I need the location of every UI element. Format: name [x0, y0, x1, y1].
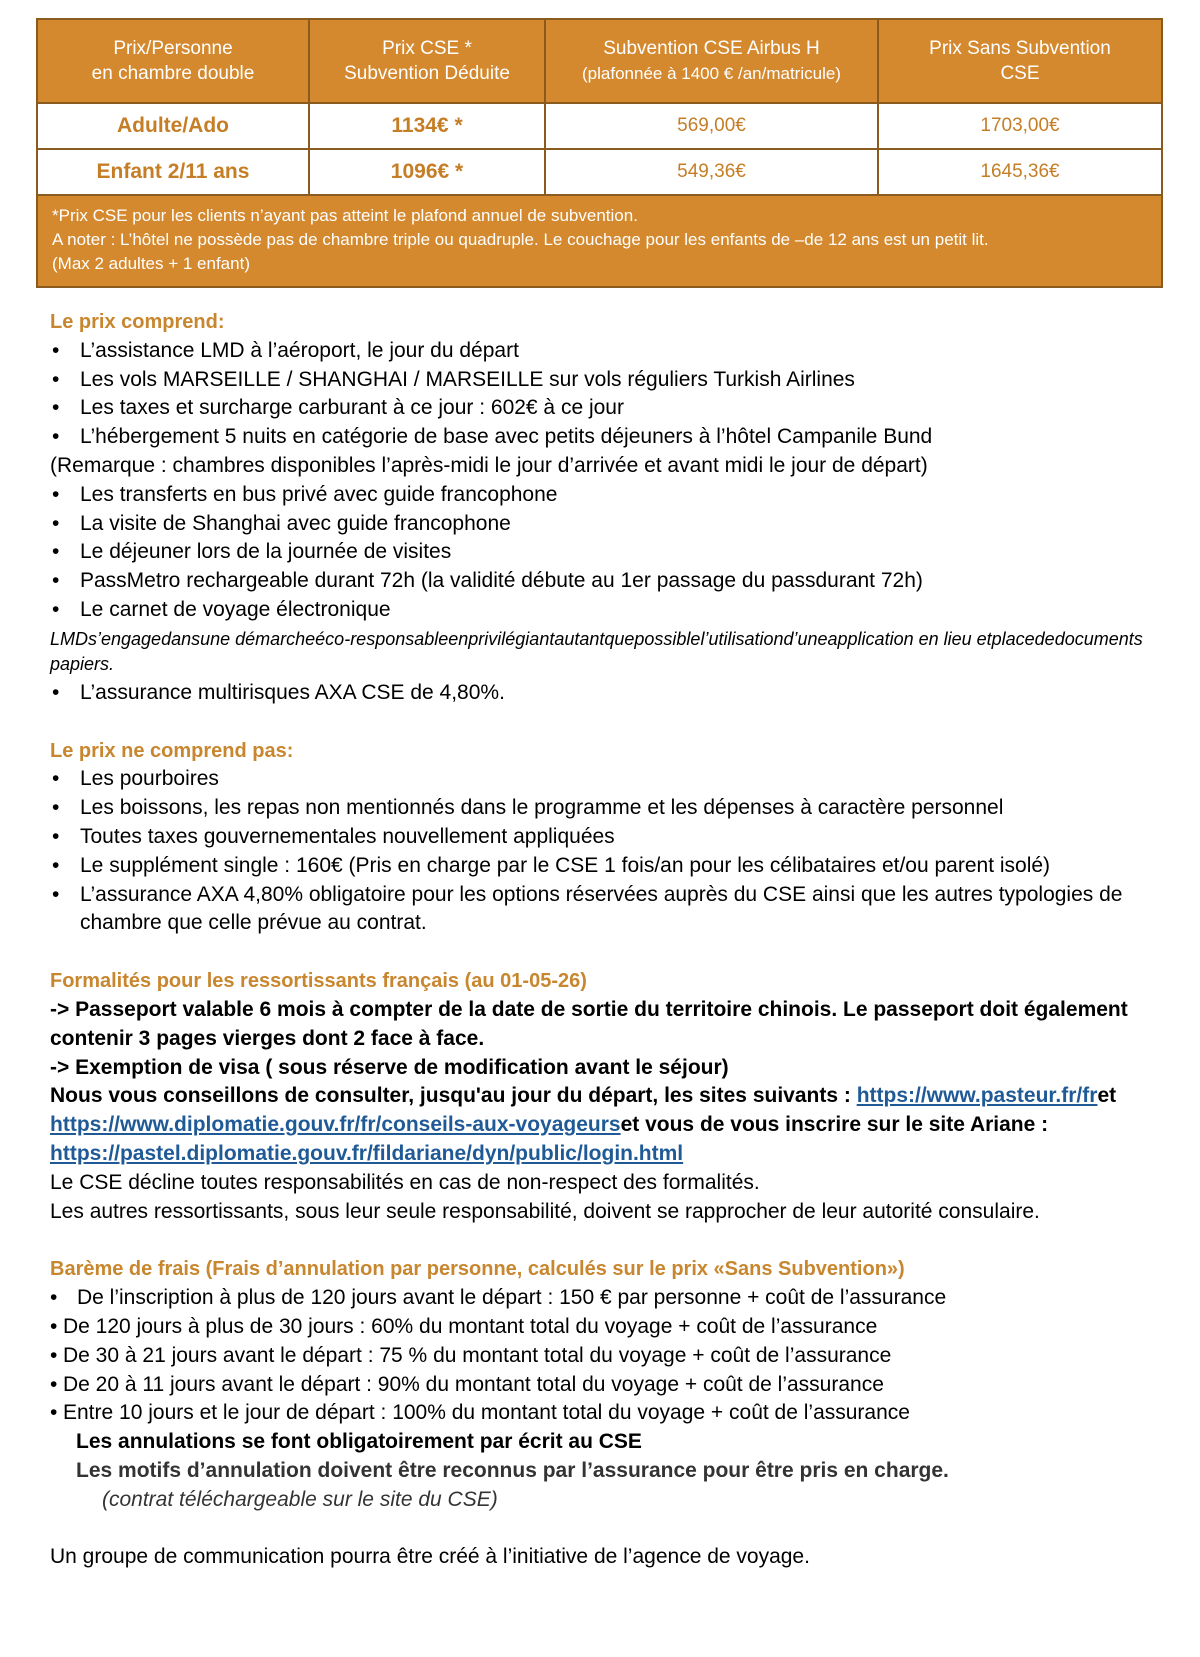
subsidy-cell: 549,36€	[545, 149, 878, 195]
header-cell: Prix/Personne en chambre double	[37, 19, 309, 103]
category-cell: Enfant 2/11 ans	[37, 149, 309, 195]
list-item: • La visite de Shanghai avec guide francophone	[50, 510, 1170, 539]
ariane-link[interactable]: https://pastel.diplomatie.gouv.fr/fildariane/dyn/public/login.html	[50, 1141, 684, 1165]
full-price-cell: 1703,00€	[878, 103, 1162, 149]
insurance-motifs-note: Les motifs d’annulation doivent être reconnus par l’assurance pour être pris en charge.	[76, 1458, 949, 1482]
liability-disclaimer: Le CSE décline toutes responsabilités en cas de non-respect des formalités.	[50, 1170, 760, 1194]
list-item: • L’assurance multirisques AXA CSE de 4,80%.	[50, 679, 1170, 708]
list-item: • De 20 à 11 jours avant le départ : 90% du montant total du voyage + coût de l’assurance	[50, 1371, 1170, 1400]
cancellation-heading: Barème de frais (Frais d’annulation par personne, calculés sur le prix «Sans Subvention»)	[50, 1258, 905, 1281]
list-item: • Le supplément single : 160€ (Pris en charge par le CSE 1 fois/an pour les célibataires et/ou parent isolé)	[50, 852, 1170, 881]
list-item: • Les boissons, les repas non mentionnés dans le programme et les dépenses à caractère personnel	[50, 794, 1170, 823]
list-item: • De l’inscription à plus de 120 jours avant le départ : 150 € par personne + coût de l’assurance	[50, 1284, 1170, 1313]
header-cell: Prix Sans Subvention CSE	[878, 19, 1162, 103]
list-item: • De 30 à 21 jours avant le départ : 75 % du montant total du voyage + coût de l’assurance	[50, 1342, 1170, 1371]
closing-note: Un groupe de communication pourra être créé à l’initiative de l’agence de voyage.	[50, 1545, 810, 1569]
header-cell: Subvention CSE Airbus H (plafonnée à 1400 € /an/matricule)	[545, 19, 878, 103]
contract-note: (contrat téléchargeable sur le site du CSE)	[102, 1487, 498, 1511]
list-item: • Les transferts en bus privé avec guide francophone	[50, 481, 1170, 510]
includes-list-3	[50, 679, 1170, 708]
list-item: • Entre 10 jours et le jour de départ : 100% du montant total du voyage + coût de l’assurance	[50, 1399, 1170, 1428]
includes-heading: Le prix comprend:	[50, 311, 225, 333]
list-item: • Toutes taxes gouvernementales nouvellement appliquées	[50, 823, 1170, 852]
includes-list-2	[50, 481, 1170, 625]
includes-remark: (Remarque : chambres disponibles l’après-midi le jour d’arrivée et avant midi le jour de départ)	[50, 453, 928, 477]
visa-exemption: -> Exemption de visa ( sous réserve de modification avant le séjour)	[50, 1055, 729, 1079]
diplomatie-link[interactable]: https://www.diplomatie.gouv.fr/fr/conseils-aux-voyageurs	[50, 1113, 621, 1137]
list-item: • L’hébergement 5 nuits en catégorie de base avec petits déjeuners à l’hôtel Campanile Bund	[50, 423, 1170, 452]
other-nationals-note: Les autres ressortissants, sous leur seule responsabilité, doivent se rapprocher de leur autorité consulaire.	[50, 1199, 1040, 1223]
category-cell: Adulte/Ado	[37, 103, 309, 149]
document-body	[50, 308, 1170, 1572]
list-item: • L’assurance AXA 4,80% obligatoire pour les options réservées auprès du CSE ainsi que les autres typologies de chambre que celle prévue au contrat.	[50, 881, 1170, 939]
list-item: • Les taxes et surcharge carburant à ce jour : 602€ à ce jour	[50, 394, 1170, 423]
list-item: • Les pourboires	[50, 765, 1170, 794]
price-table-header	[37, 19, 1162, 103]
cancellation-list	[50, 1284, 1170, 1428]
full-price-cell: 1645,36€	[878, 149, 1162, 195]
list-item: • PassMetro rechargeable durant 72h (la validité débute au 1er passage du passdurant 72h)	[50, 567, 1170, 596]
table-row	[37, 149, 1162, 195]
formalities-heading: Formalités pour les ressortissants français (au 01-05-26)	[50, 970, 587, 993]
list-item: • Le déjeuner lors de la journée de visites	[50, 538, 1170, 567]
list-item: • Les vols MARSEILLE / SHANGHAI / MARSEILLE sur vols réguliers Turkish Airlines	[50, 366, 1170, 395]
eco-note: LMDs’engagedansune démarcheéco-responsableenprivilégiantautantquepossiblel’utilisationd’uneapplication en lieu etplacededocuments papiers.	[50, 628, 1143, 674]
price-table	[36, 18, 1163, 288]
list-item: • Le carnet de voyage électronique	[50, 596, 1170, 625]
table-footnote-row	[37, 195, 1162, 287]
list-item: • L’assistance LMD à l’aéroport, le jour du départ	[50, 337, 1170, 366]
header-cell: Prix CSE * Subvention Déduite	[309, 19, 545, 103]
passport-requirement: -> Passeport valable 6 mois à compter de la date de sortie du territoire chinois. Le passeport doit également contenir 3 pages vierges dont 2 face à face.	[50, 997, 1128, 1050]
includes-list	[50, 337, 1170, 452]
list-item: • De 120 jours à plus de 30 jours : 60% du montant total du voyage + coût de l’assurance	[50, 1313, 1170, 1342]
consult-sites: Nous vous conseillons de consulter, jusqu'au jour du départ, les sites suivants : https://www.pasteur.fr/fret https://www.diplomatie.gouv.fr/fr/conseils-aux-voyageurset vous de vous inscrire sur le site Ariane : https://pastel.diplomatie.gouv.fr/fildariane/dyn/public/login.html	[50, 1084, 1117, 1165]
cse-price-cell: 1096€ *	[309, 149, 545, 195]
written-cancellation-note: Les annulations se font obligatoirement par écrit au CSE	[76, 1430, 642, 1454]
excludes-heading: Le prix ne comprend pas:	[50, 739, 294, 762]
cse-price-cell: 1134€ *	[309, 103, 545, 149]
table-footnote: *Prix CSE pour les clients n’ayant pas atteint le plafond annuel de subvention. A noter : L’hôtel ne possède pas de chambre triple ou quadruple. Le couchage pour les enfants de –de 12 ans est un petit lit. (Max 2 adultes + 1 enfant)	[37, 195, 1162, 287]
subsidy-cell: 569,00€	[545, 103, 878, 149]
table-row	[37, 103, 1162, 149]
excludes-list	[50, 765, 1170, 938]
pasteur-link[interactable]: https://www.pasteur.fr/fr	[856, 1084, 1098, 1108]
